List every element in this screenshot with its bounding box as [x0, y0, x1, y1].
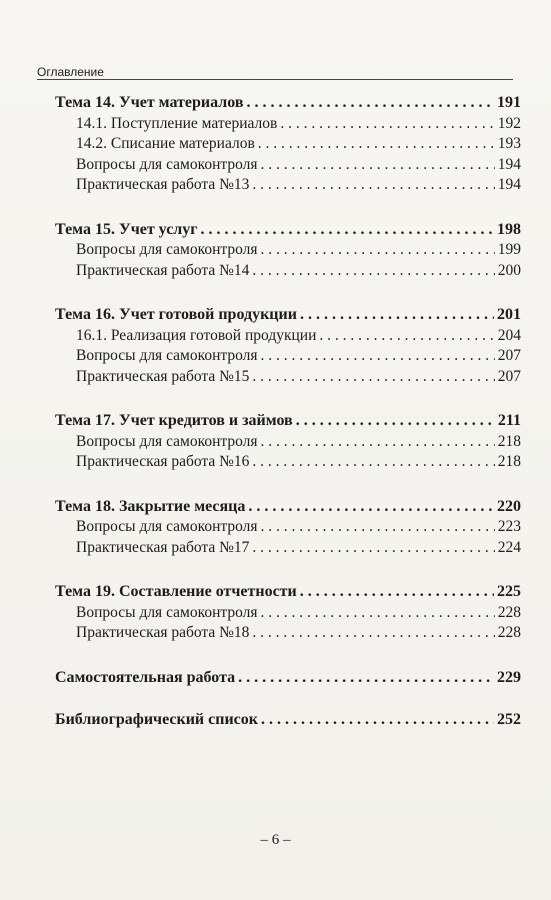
toc-entry-title: 16.1. Реализация готовой продукции: [76, 326, 317, 344]
toc-entry-title: 14.2. Списание материалов: [76, 135, 255, 152]
dot-leader: [260, 432, 494, 453]
toc-entry-title: Практическая работа №16: [76, 453, 250, 470]
toc-topic: [55, 305, 521, 326]
toc-topic-title: Самостоятельная работа: [55, 668, 236, 686]
toc-entry: [55, 623, 521, 644]
toc-entry-title: 14.1. Поступление материалов: [76, 114, 278, 132]
toc-topic: [55, 668, 521, 689]
toc-section: [55, 710, 521, 731]
toc-topic-page: 198: [497, 220, 521, 238]
toc-topic-page: 211: [497, 412, 521, 429]
toc-entry-title: Практическая работа №14: [76, 261, 250, 279]
toc-entry-title: Вопросы для самоконтроля: [76, 432, 258, 450]
dot-leader: [300, 305, 494, 326]
toc-entry-page: 207: [497, 367, 521, 385]
toc-topic-title: Тема 17. Учет кредитов и займов: [55, 412, 293, 429]
dot-leader: [260, 603, 494, 624]
dot-leader: [252, 261, 494, 282]
toc-entry-title: Вопросы для самоконтроля: [76, 241, 258, 258]
toc-entry-page: 194: [497, 155, 521, 173]
toc-entry-page: 224: [497, 538, 521, 556]
toc-topic: [55, 411, 521, 432]
dot-leader: [252, 367, 494, 388]
toc-entry-title: Вопросы для самоконтроля: [76, 155, 258, 173]
toc-entry-page: 204: [497, 326, 521, 344]
toc-topic-page: 229: [497, 668, 521, 686]
toc-topic-title: Тема 15. Учет услуг: [55, 220, 198, 238]
toc-entry-page: 193: [497, 135, 521, 152]
dot-leader: [296, 411, 495, 432]
toc-topic-title: Библиографический список: [55, 711, 258, 728]
dot-leader: [260, 346, 494, 367]
toc-entry: [55, 603, 521, 624]
toc-entry: [55, 114, 521, 135]
running-head: [37, 63, 513, 80]
toc-entry-title: Вопросы для самоконтроля: [76, 347, 258, 364]
toc-topic-title: Тема 19. Составление отчетности: [55, 583, 297, 600]
toc-entry-page: 194: [497, 176, 521, 193]
toc-entry: [55, 367, 521, 388]
toc-entry: [55, 432, 521, 453]
dot-leader: [260, 517, 494, 538]
dot-leader: [252, 623, 494, 644]
toc-entry: [55, 175, 521, 196]
toc-topic-page: 252: [497, 711, 521, 728]
toc-section: [55, 305, 521, 387]
dot-leader: [252, 175, 494, 196]
toc-section: [55, 668, 521, 689]
toc-entry-page: 228: [497, 624, 521, 641]
toc-entry-page: 218: [497, 432, 521, 450]
toc-entry: [55, 155, 521, 176]
toc-entry-title: Вопросы для самоконтроля: [76, 518, 258, 535]
toc-entry: [55, 326, 521, 347]
toc-topic: [55, 497, 521, 518]
dot-leader: [248, 497, 494, 518]
dot-leader: [260, 240, 494, 261]
toc-entry-title: Вопросы для самоконтроля: [76, 603, 258, 621]
toc-entry-page: 192: [497, 114, 521, 132]
toc-entry: [55, 517, 521, 538]
toc-entry: [55, 346, 521, 367]
toc-entry-page: 223: [497, 518, 521, 535]
toc-topic: [55, 710, 521, 731]
toc-topic-page: 220: [497, 497, 521, 515]
toc-topic-title: Тема 16. Учет готовой продукции: [55, 306, 297, 323]
toc-entry-title: Практическая работа №13: [76, 176, 250, 193]
page-number: – 6 –: [260, 832, 291, 848]
toc-entry-page: 199: [497, 241, 521, 258]
toc-topic: [55, 93, 521, 114]
dot-leader: [247, 93, 495, 114]
toc-section: [55, 411, 521, 473]
dot-leader: [261, 710, 494, 731]
dot-leader: [319, 326, 494, 347]
dot-leader: [238, 668, 494, 689]
toc-section: [55, 93, 521, 196]
toc-section: [55, 220, 521, 282]
toc-topic-title: Тема 18. Закрытие месяца: [55, 497, 246, 515]
toc-topic: [55, 220, 521, 241]
dot-leader: [260, 155, 494, 176]
toc-entry-page: 207: [497, 347, 521, 364]
dot-leader: [201, 220, 494, 241]
running-head-title: Оглавление: [37, 65, 110, 79]
toc-topic-title: Тема 14. Учет материалов: [55, 94, 244, 111]
toc-entry: [55, 538, 521, 559]
toc-topic-page: 225: [497, 583, 521, 600]
dot-leader: [300, 582, 494, 603]
toc-entry: [55, 261, 521, 282]
toc-entry-page: 200: [497, 261, 521, 279]
toc-entry-title: Практическая работа №18: [76, 624, 250, 641]
table-of-contents: [55, 93, 521, 753]
toc-section: [55, 582, 521, 644]
toc-entry: [55, 134, 521, 155]
toc-entry-page: 228: [497, 603, 521, 621]
toc-entry-title: Практическая работа №15: [76, 367, 250, 385]
dot-leader: [280, 114, 494, 135]
toc-entry: [55, 452, 521, 473]
toc-section: [55, 497, 521, 559]
dot-leader: [252, 538, 494, 559]
toc-entry-page: 218: [497, 453, 521, 470]
toc-topic-page: 191: [497, 94, 521, 111]
toc-topic-page: 201: [497, 306, 521, 323]
dot-leader: [252, 452, 494, 473]
dot-leader: [258, 134, 495, 155]
toc-entry-title: Практическая работа №17: [76, 538, 250, 556]
toc-entry: [55, 240, 521, 261]
toc-topic: [55, 582, 521, 603]
